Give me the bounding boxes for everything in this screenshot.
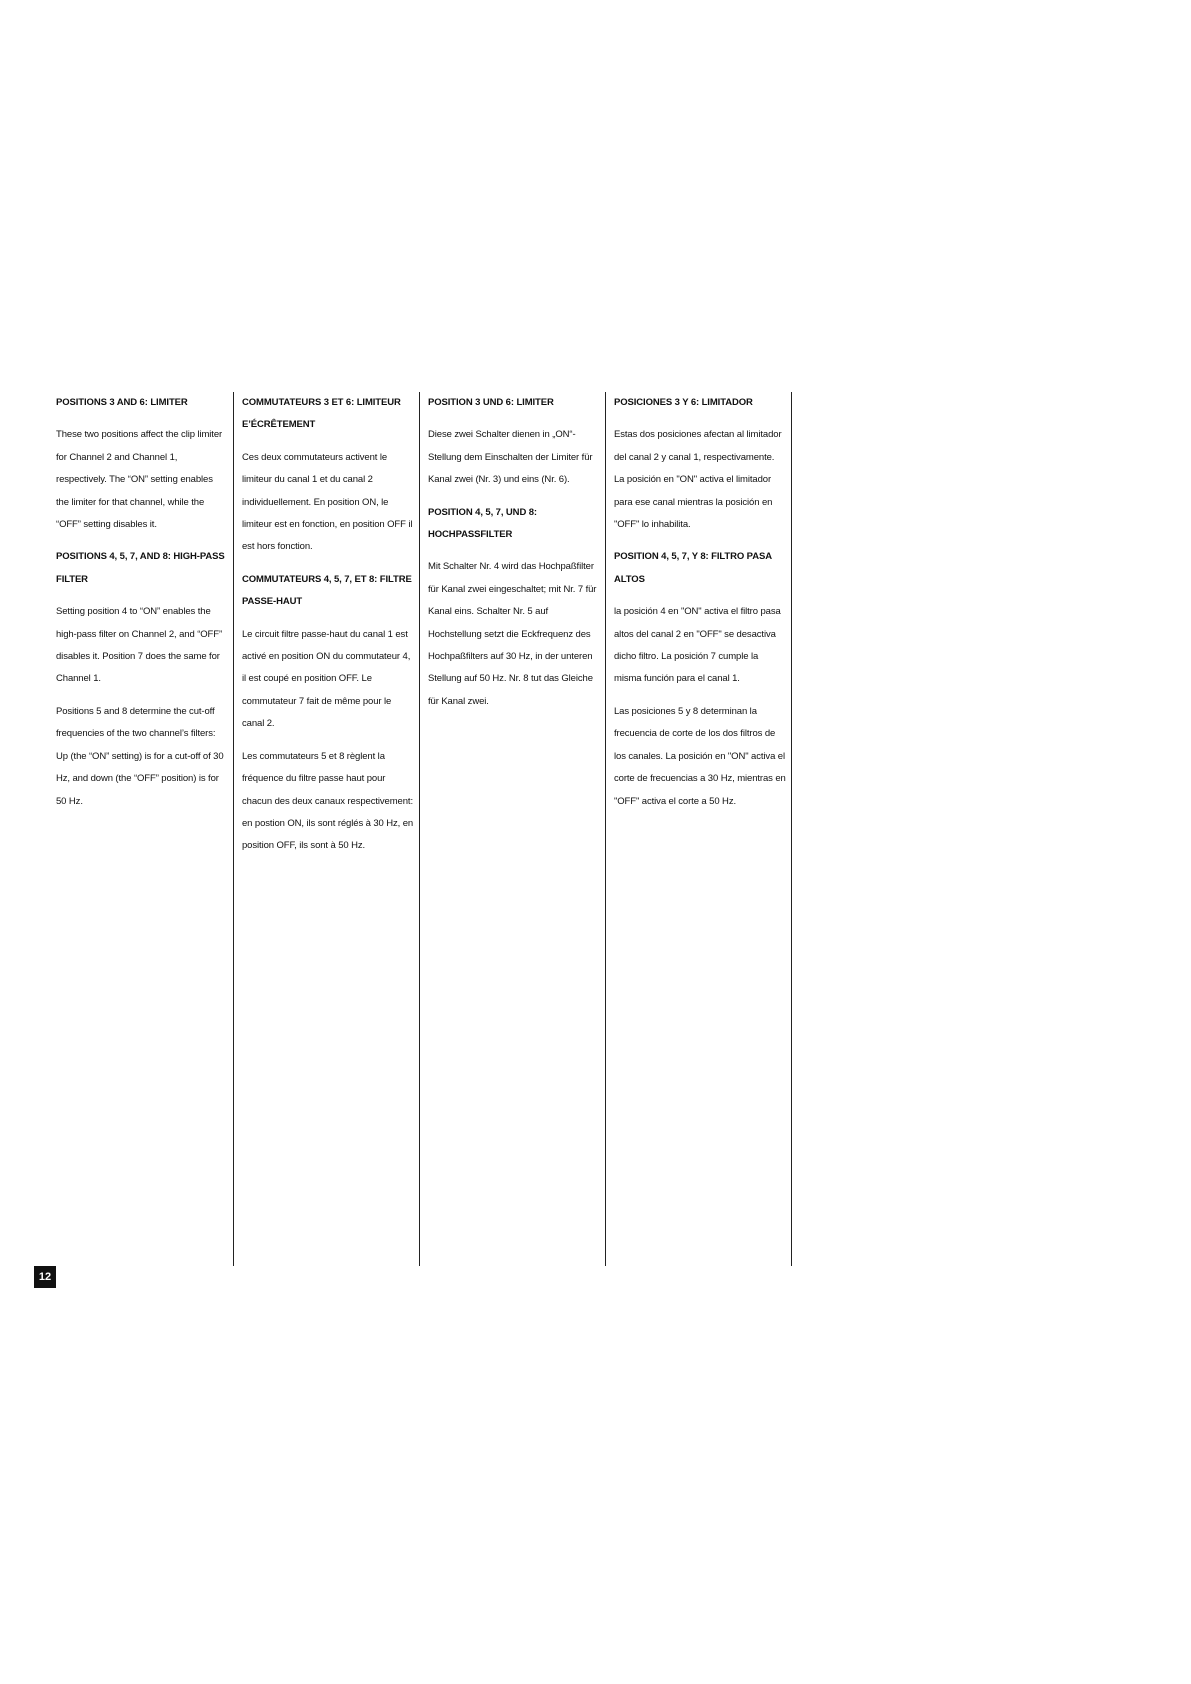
section-heading-limiter: POSICIONES 3 Y 6: LIMITADOR (614, 397, 753, 408)
paragraph-cutoff-frequencies: Positions 5 and 8 determine the cut-off frequencies of the two channel’s filters: Up (the “ON” setting) is for a cut-off of 30 Hz, and down (the “OFF” position) is for 50 Hz. (56, 705, 224, 807)
paragraph-cutoff-frequencies: Les commutateurs 5 et 8 règlent la fréquence du filtre passe haut pour chacun des deux canaux respectivement: en postion ON, ils sont réglés à 30 Hz, en position OFF, ils sont à 50 Hz. (242, 750, 414, 852)
column-divider (791, 392, 792, 1266)
paragraph-high-pass-enable: Setting position 4 to “ON” enables the high-pass filter on Channel 2, and “OFF” disables it. Position 7 does the same for Channel 1. (56, 606, 223, 685)
page-number-badge: 12 (34, 1266, 56, 1288)
column-english (56, 392, 228, 823)
paragraph-high-pass-filter: Mit Schalter Nr. 4 wird das Hochpaßfilter für Kanal zwei eingeschaltet; mit Nr. 7 für Kanal eins. Schalter Nr. 5 auf Hochstellung setzt die Eckfrequenz des Hochpaßfilters auf 30 Hz, in der unteren Stellung auf 50 Hz. Nr. 8 tut das Gleiche für Kanal zwei. (428, 561, 597, 707)
column-spanish (614, 392, 786, 823)
section-heading-high-pass-filter: POSITION 4, 5, 7, UND 8: HOCHPASSFILTER (428, 506, 537, 541)
column-french (242, 392, 414, 868)
column-divider (419, 392, 420, 1266)
section-heading-limiter: POSITIONS 3 AND 6: LIMITER (56, 397, 188, 408)
paragraph-limiter: Estas dos posiciones afectan al limitador del canal 2 y canal 1, respectivamente. La posición en "ON" activa el limitador para ese canal mientras la posición en "OFF" lo inhabilita. (614, 429, 782, 531)
column-divider (233, 392, 234, 1266)
paragraph-limiter: Diese zwei Schalter dienen in „ON“-Stellung dem Einschalten der Limiter für Kanal zwei (Nr. 3) und eins (Nr. 6). (428, 429, 593, 486)
paragraph-limiter: These two positions affect the clip limiter for Channel 2 and Channel 1, respectively. The “ON” setting enables the limiter for that channel, while the “OFF” setting disables it. (56, 429, 223, 531)
paragraph-high-pass-enable: la posición 4 en "ON" activa el filtro pasa altos del canal 2 en "OFF" se desactiva dicho filtro. La posición 7 cumple la misma función para el canal 1. (614, 606, 781, 685)
paragraph-high-pass-enable: Le circuit filtre passe-haut du canal 1 est activé en position ON du commutateur 4, il est coupé en position OFF. Le commutateur 7 fait de même pour le canal 2. (242, 628, 411, 730)
column-divider (605, 392, 606, 1266)
paragraph-limiter: Ces deux commutateurs activent le limiteur du canal 1 et du canal 2 individuellement. En position ON, le limiteur est en fonction, en position OFF il est hors fonction. (242, 451, 413, 553)
section-heading-high-pass-filter: POSITION 4, 5, 7, Y 8: FILTRO PASA ALTOS (614, 551, 772, 585)
section-heading-limiter: COMMUTATEURS 3 ET 6: LIMITEUR E’ÉCRÊTEMENT (242, 397, 401, 431)
section-heading-high-pass-filter: POSITIONS 4, 5, 7, AND 8: HIGH-PASS FILTER (56, 551, 225, 585)
column-german (428, 392, 600, 723)
section-heading-high-pass-filter: COMMUTATEURS 4, 5, 7, ET 8: FILTRE PASSE-HAUT (242, 573, 412, 608)
section-heading-limiter: POSITION 3 UND 6: LIMITER (428, 397, 554, 408)
paragraph-cutoff-frequencies: Las posiciones 5 y 8 determinan la frecuencia de corte de los dos filtros de los canales. La posición en "ON" activa el corte de frecuencias a 30 Hz, mientras en "OFF" activa el corte a 50 Hz. (614, 705, 786, 807)
